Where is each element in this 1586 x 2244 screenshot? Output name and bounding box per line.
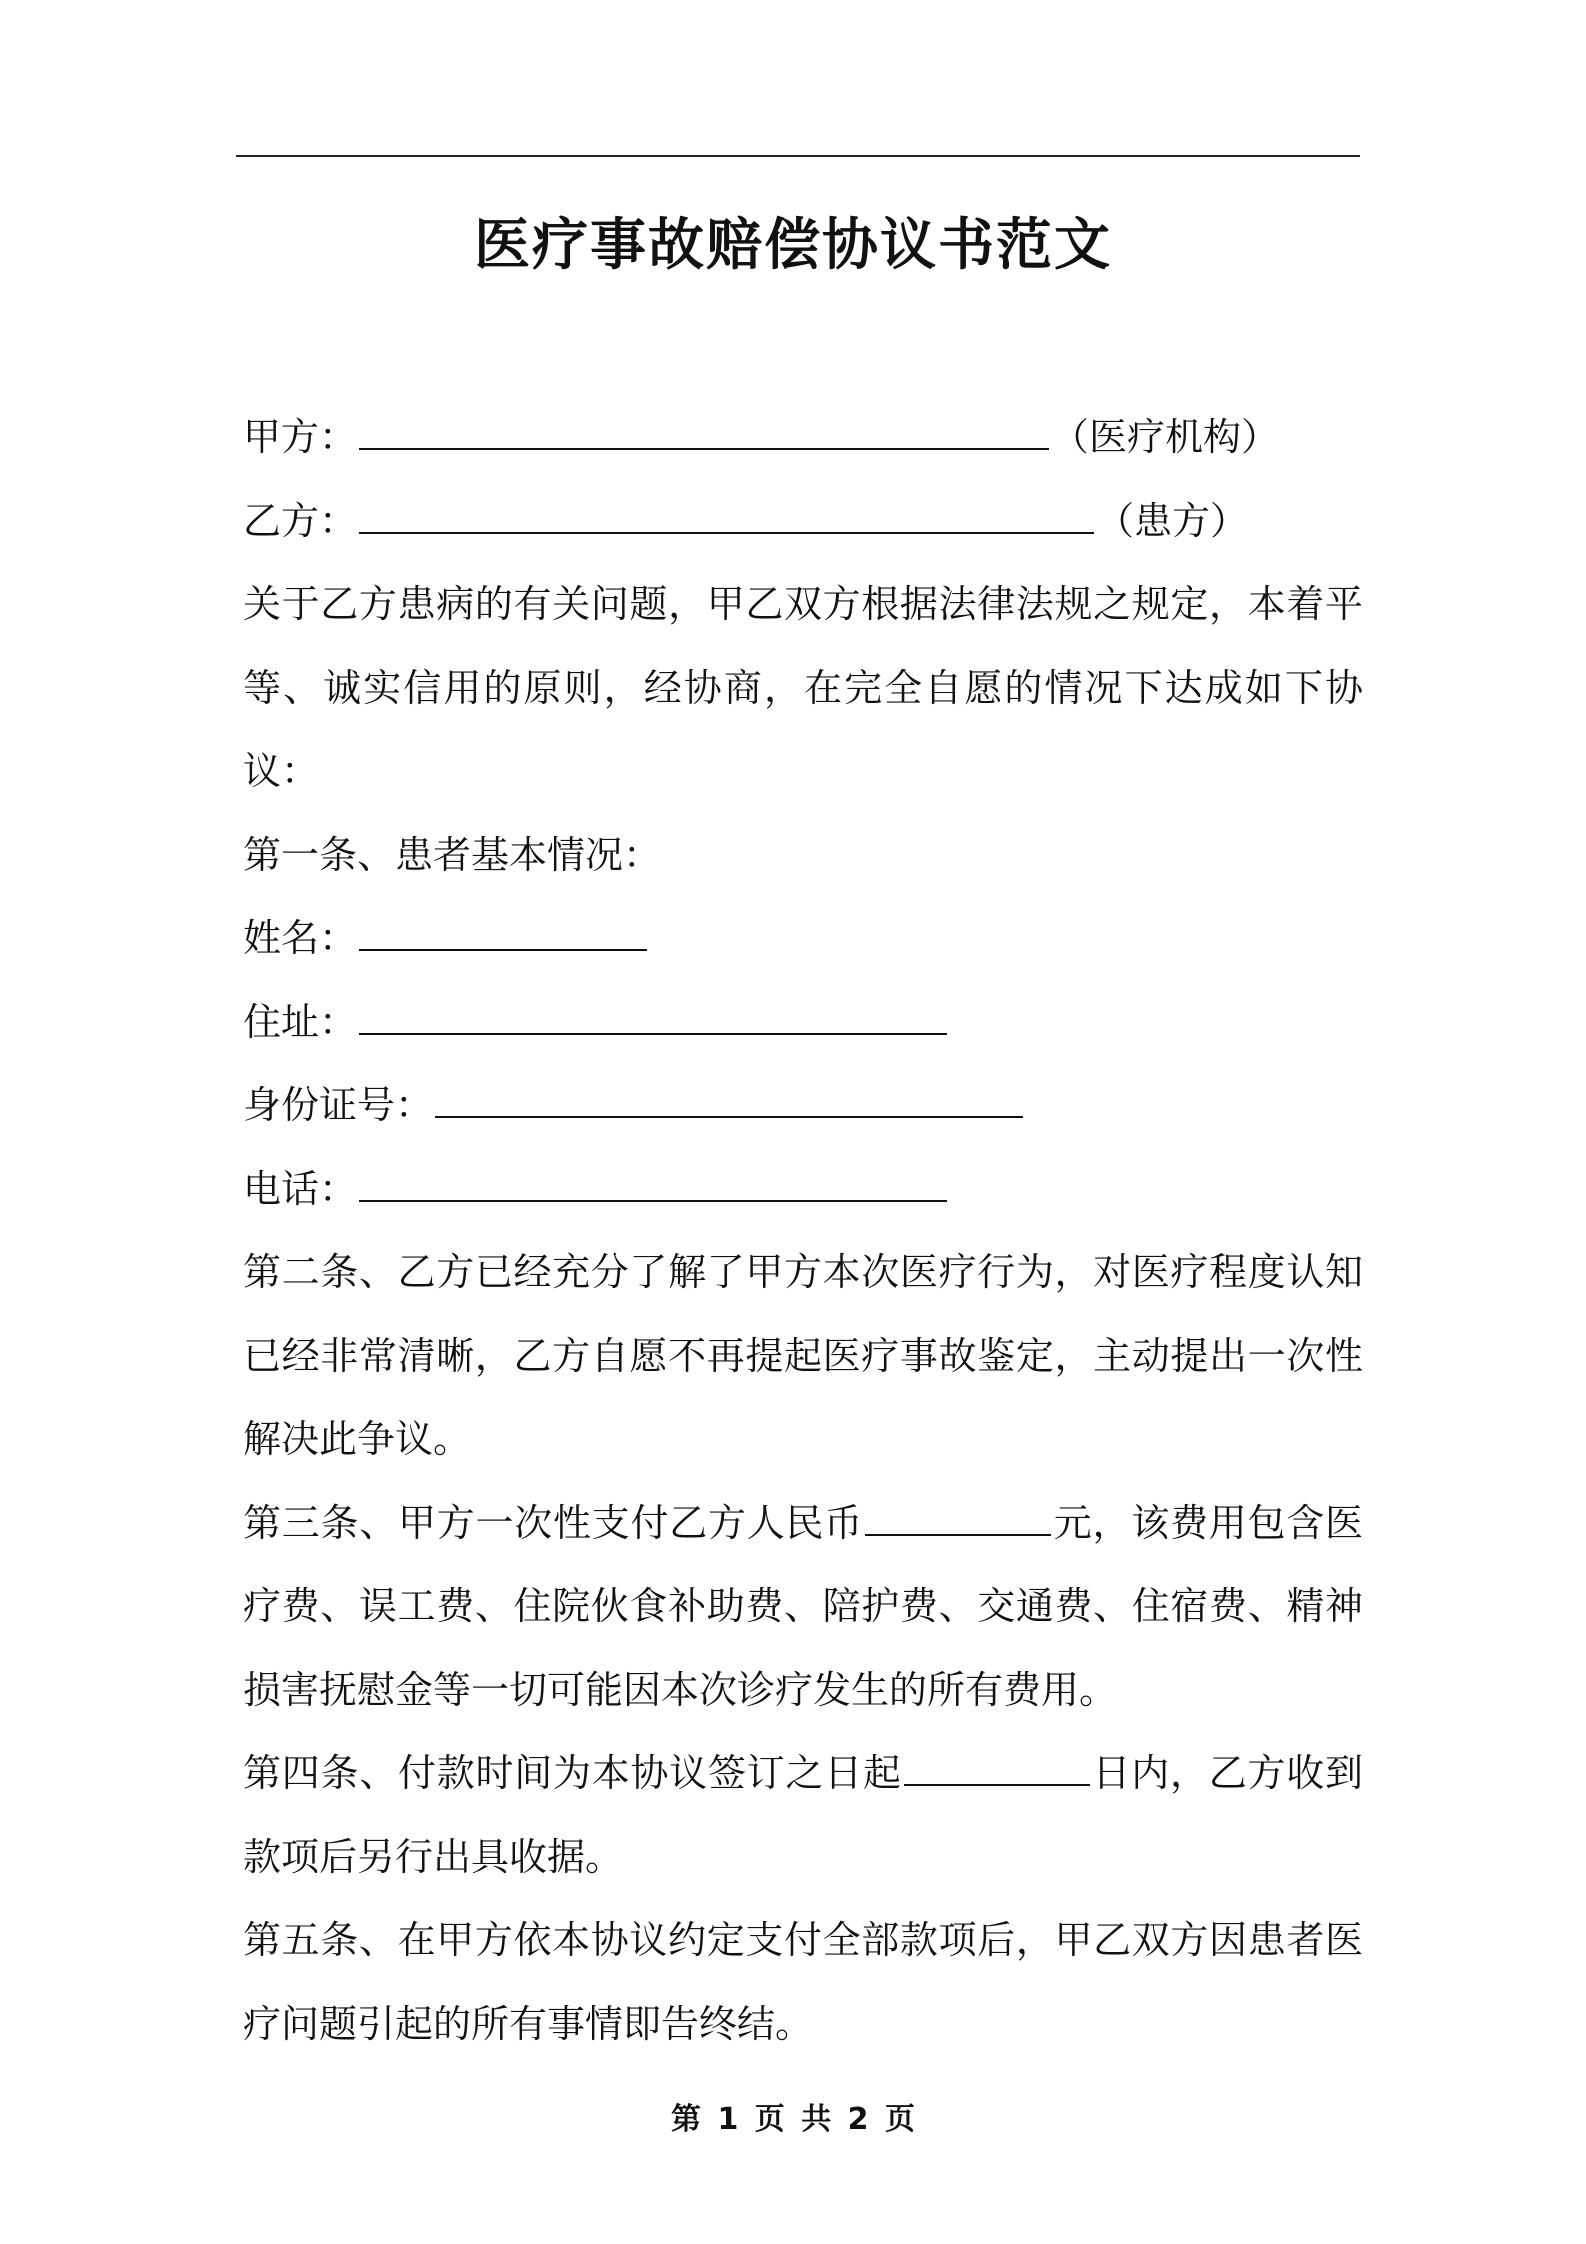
days-blank xyxy=(904,1754,1090,1786)
party-b-line xyxy=(243,480,1363,564)
party-b-blank xyxy=(359,502,1094,534)
party-a-label: 甲方： xyxy=(243,415,358,459)
phone-line xyxy=(243,1148,1363,1232)
article1-heading: 第一条、患者基本情况： xyxy=(243,832,662,877)
article3-paragraph xyxy=(243,1482,1363,1733)
article5-paragraph: 第五条、在甲方依本协议约定支付全部款项后，甲乙双方因患者医疗问题引起的所有事情即告终结。 xyxy=(243,1918,1363,2046)
party-a-note: （医疗机构） xyxy=(1051,415,1280,459)
article4-before: 第四条、付款时间为本协议签订之日起 xyxy=(243,1751,902,1795)
intro-paragraph: 关于乙方患病的有关问题，甲乙双方根据法律法规之规定，本着平等、诚实信用的原则，经协商，在完全自愿的情况下达成如下协议： xyxy=(243,582,1363,793)
party-b-label: 乙方： xyxy=(243,498,358,543)
id-label: 身份证号： xyxy=(243,1083,434,1127)
article3-after: 元，该费用包含医疗费、误工费、住院伙食补助费、陪护费、交通费、住宿费、精神损害抚慰金等一切可能因本次诊疗发生的所有费用。 xyxy=(243,1500,1363,1712)
address-line xyxy=(243,981,1363,1065)
article2-paragraph: 第二条、乙方已经充分了解了甲方本次医疗行为，对医疗程度认知已经非常清晰，乙方自愿不再提起医疗事故鉴定，主动提出一次性解决此争议。 xyxy=(243,1250,1363,1461)
party-b-note: （患方） xyxy=(1096,498,1249,543)
amount-blank xyxy=(865,1504,1051,1536)
page-footer: 第 1 页 共 2 页 xyxy=(671,2102,915,2137)
article4-paragraph xyxy=(243,1732,1363,1899)
address-blank xyxy=(359,1003,947,1035)
article4-after: 日内，乙方收到款项后另行出具收据。 xyxy=(243,1751,1363,1879)
party-a-line xyxy=(243,396,1363,480)
phone-label: 电话： xyxy=(243,1166,358,1211)
id-line xyxy=(243,1064,1363,1148)
name-label: 姓名： xyxy=(243,916,358,960)
document-body xyxy=(243,396,1363,2066)
document-title: 医疗事故赔偿协议书范文 xyxy=(474,213,1112,278)
name-blank xyxy=(359,919,647,951)
id-blank xyxy=(435,1086,1023,1118)
name-line xyxy=(243,897,1363,981)
phone-blank xyxy=(359,1170,947,1202)
address-label: 住址： xyxy=(243,999,358,1044)
header-rule xyxy=(236,155,1360,157)
party-a-blank xyxy=(359,418,1049,450)
article3-before: 第三条、甲方一次性支付乙方人民币 xyxy=(243,1500,863,1545)
